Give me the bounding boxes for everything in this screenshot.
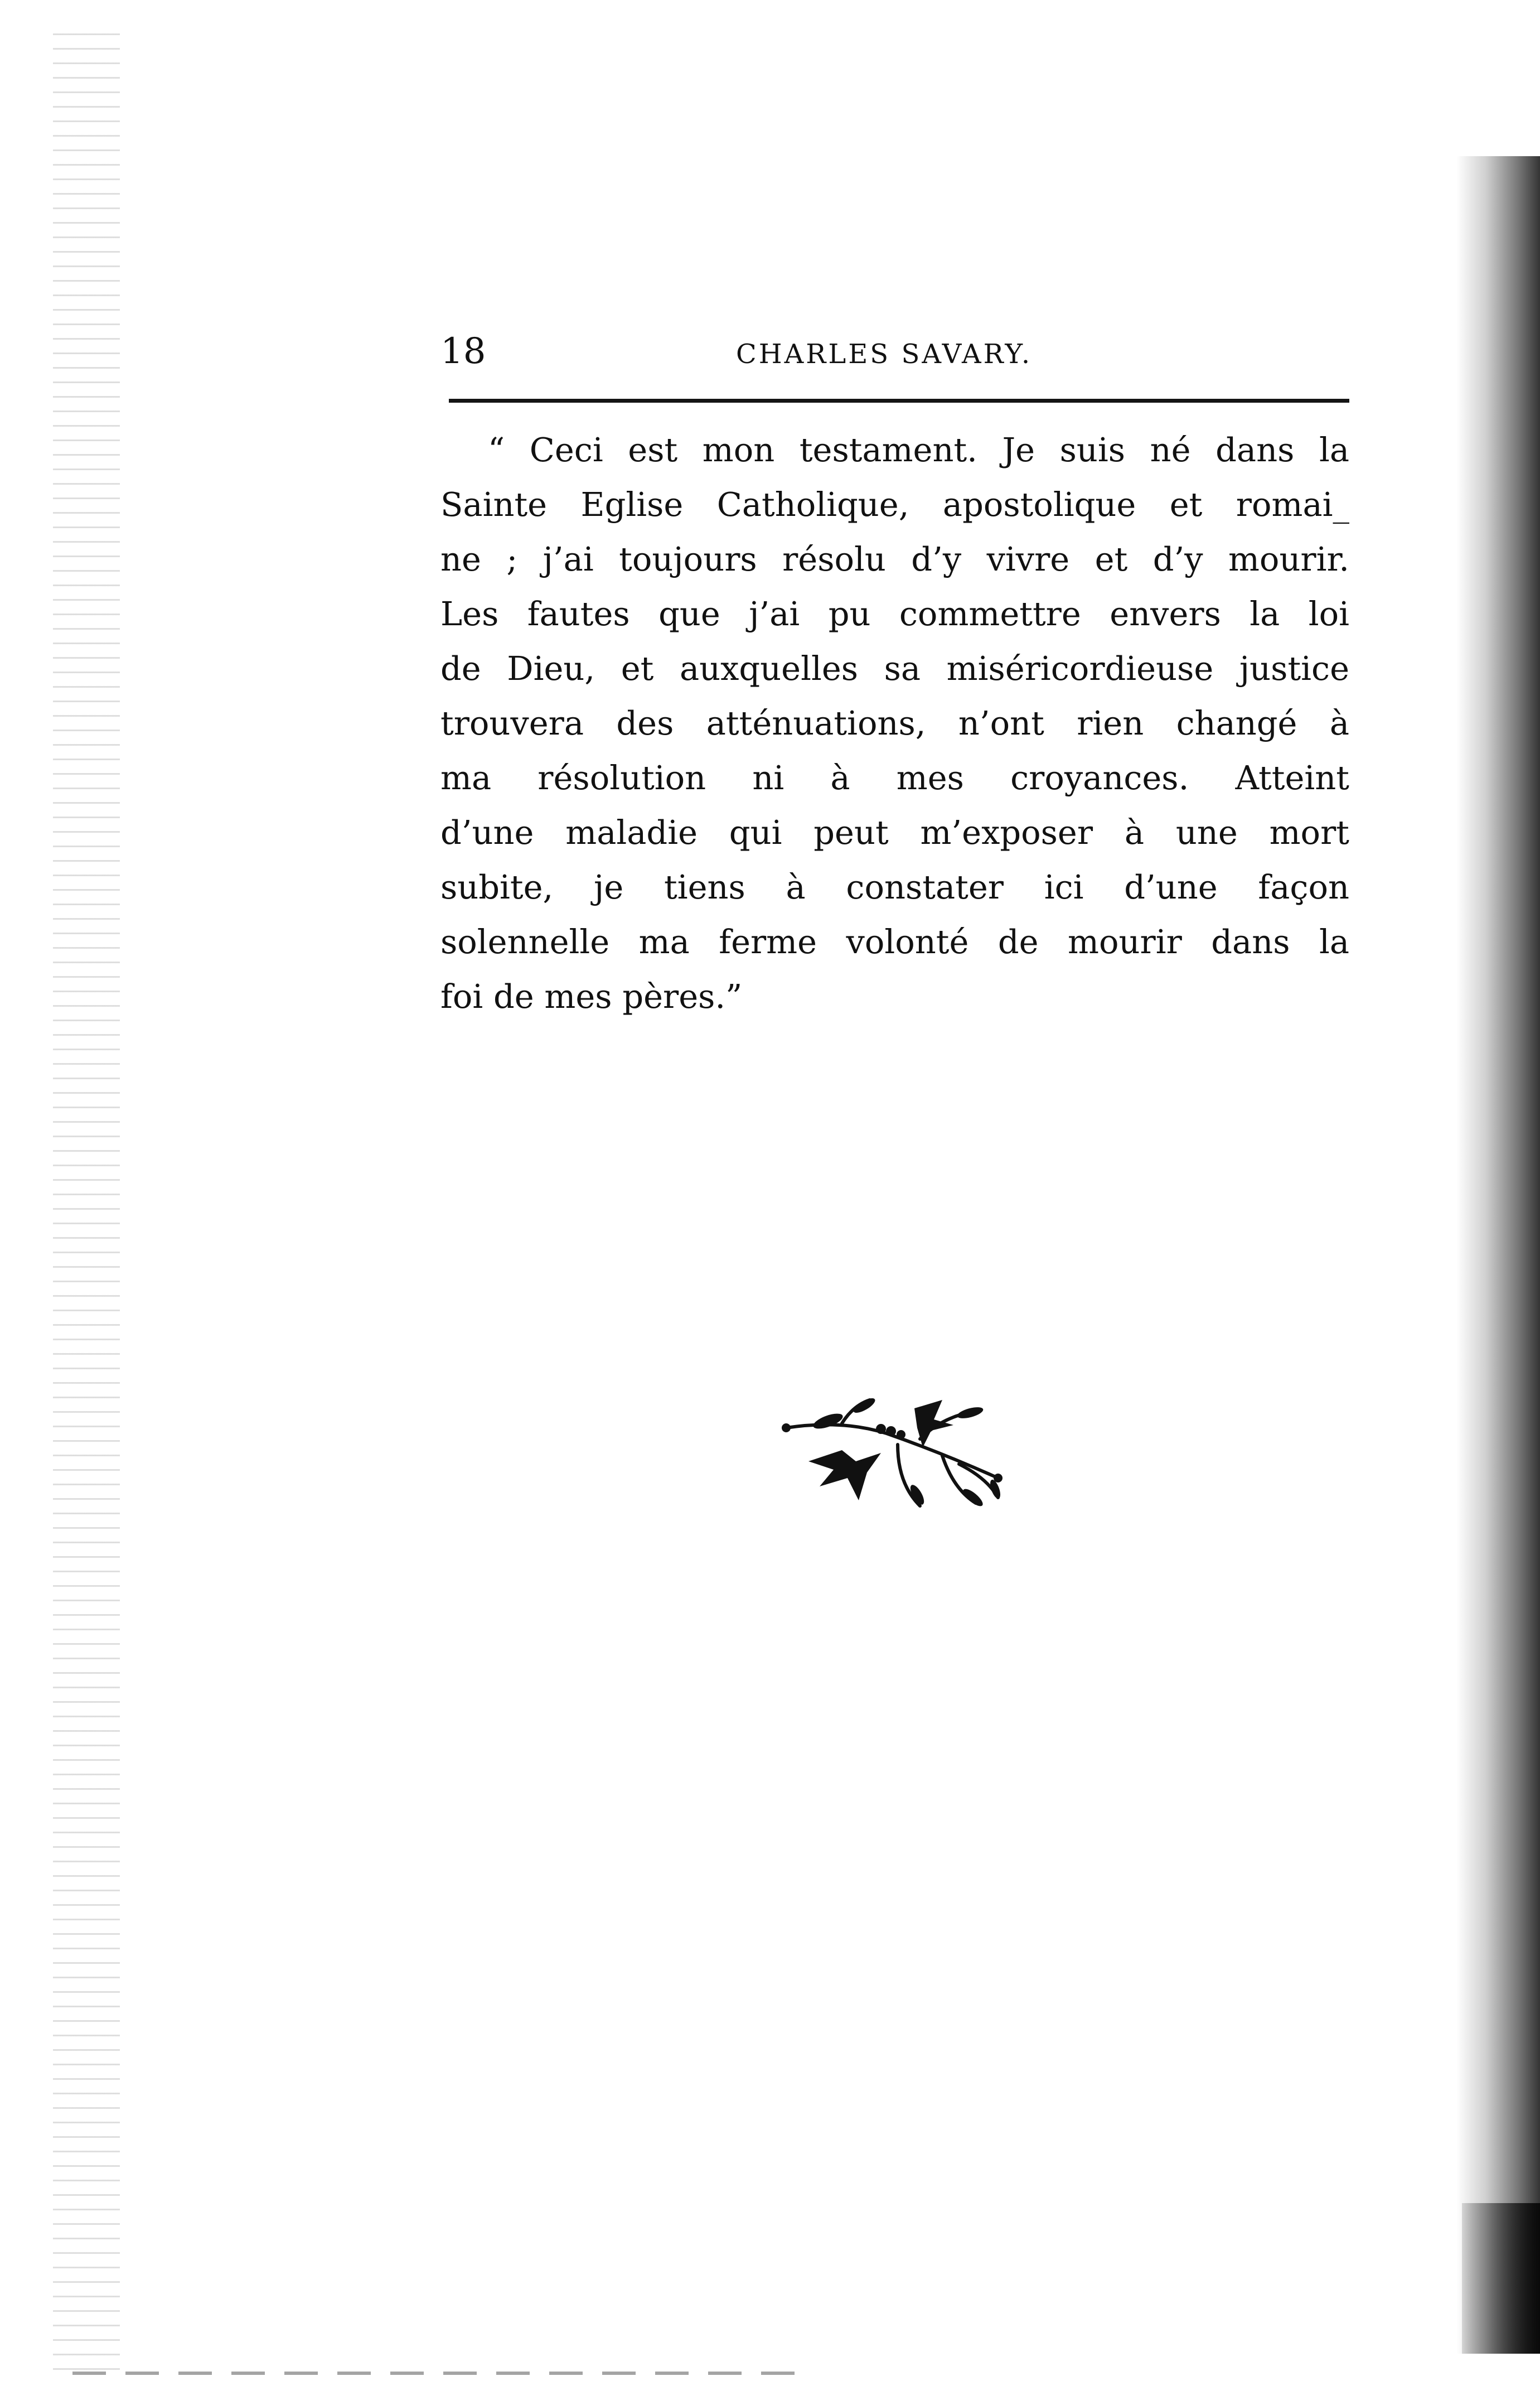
running-header	[440, 326, 1349, 376]
text-line: de Dieu, et auxquelles sa miséricordieuse justice	[440, 649, 1349, 688]
text-line: “ Ceci est mon testament. Je suis né dans la	[488, 431, 1349, 469]
text-line: Les fautes que j’ai pu commettre envers la loi	[440, 595, 1349, 633]
text-line: subite, je tiens à constater ici d’une façon	[440, 868, 1349, 906]
text-line: Sainte Eglise Catholique, apostolique et romai_	[440, 485, 1349, 524]
text-line: foi de mes pères.”	[440, 977, 743, 1016]
page-edge-bottom	[72, 2372, 797, 2375]
body-paragraph	[440, 423, 1349, 1024]
header-rule	[449, 399, 1349, 403]
text-line: solennelle ma ferme volonté de mourir dans la	[440, 923, 1349, 961]
page-edge-left	[53, 33, 120, 2376]
page-edge-right	[1456, 156, 1540, 2354]
text-line: ne ; j’ai toujours résolu d’y vivre et d’y mourir.	[440, 540, 1349, 578]
text-line: trouvera des atténuations, n’ont rien changé à	[440, 704, 1349, 742]
running-title: CHARLES SAVARY.	[736, 339, 1033, 370]
text-line: d’une maladie qui peut m’exposer à une mort	[440, 813, 1349, 852]
page-edge-right-bottom	[1462, 2203, 1540, 2354]
text-line: ma résolution ni à mes croyances. Atteint	[440, 759, 1349, 797]
page-number: 18	[440, 331, 486, 372]
floral-birds-ornament-icon	[775, 1394, 1009, 1523]
